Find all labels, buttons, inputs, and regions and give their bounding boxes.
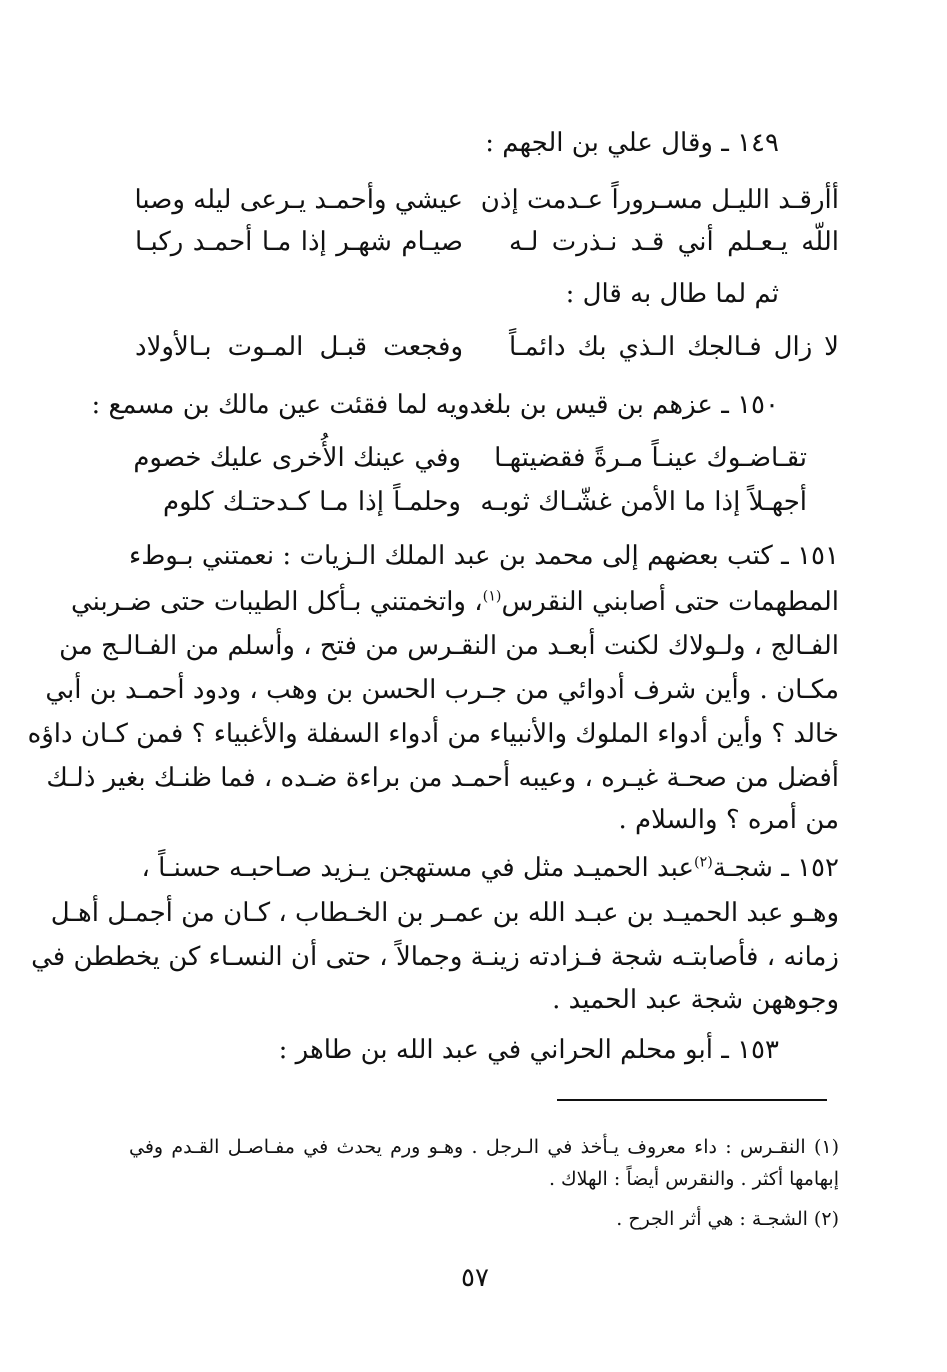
page-number: ٥٧ (461, 1263, 489, 1293)
footnote-1-line-1: (١) النقـرس : داء معروف يـأخذ في الـرجل . وهـو ورم يحدث في مفـاصـل القـدم وفي (129, 1136, 839, 1158)
entry-151-line-2-text: المطهمات حتى أصابني النقرس (501, 587, 839, 617)
entry-151-line-2b: ، واتخمتني بـأكل الطيبات حتى ضـربني (70, 587, 483, 617)
verse-149-2-second: صيـام شهـر إذا مـا أحمـد ركبـا (135, 227, 463, 257)
entry-152-line-3: زمانه ، فأصابتـه شجة فـزادته زينـة وجمالاً ، حتى أن النسـاء كن يخططن في (31, 942, 839, 972)
footnote-2: (٢) الشجـة : هي أثر الجرح . (616, 1208, 839, 1230)
entry-151-line-4: مكـان . وأين شرف أدوائي من جـرب الحسن بن وهب ، ودود أحمـد بن أبي (45, 675, 839, 705)
verse-150-1-first: تقـاضـوك عينـاً مـرةً فقضيتهـا (494, 443, 807, 473)
entry-152-line-1 (141, 848, 839, 888)
entry-151-line-6: أفضل من صحـة غيـره ، وعيبه أحمـد من براءة ضـده ، فما ظنـك بغير ذلـك (46, 763, 839, 793)
verse-149-2-first: اللّه يـعـلم أني قـد نـذرت لـه (509, 227, 839, 257)
entry-153-heading: ١٥٣ ـ أبو محلم الحراني في عبد الله بن طاهر : (278, 1035, 779, 1065)
entry-151-line-2 (70, 582, 839, 622)
verse-149-1-second: عيشي وأحمـد يـرعى ليله وصبا (134, 185, 463, 215)
footnote-ref-2: (٢) (693, 854, 713, 871)
entry-152-line-1-text: ١٥٢ ـ شجـة (712, 853, 839, 883)
entry-152-line-2: وهـو عبد الحميـد بن عبـد الله بن عمـر بن الخـطاب ، كـان من أجمـل أهـل (50, 898, 839, 928)
entry-152-line-1a (694, 848, 839, 888)
entry-151-line-7: من أمره ؟ والسلام . (618, 805, 839, 835)
verse-149-1-first: أأرقـد الليـل مسـروراً عـدمت إذن (480, 185, 839, 215)
entry-151-line-3: الفـالج ، ولـولاك لكنت أبعـد من النقـرس من فتح ، وأسلم من الفـالـج من (59, 631, 839, 661)
verse-150-2-second: وحلمـاً إذا مـا كـدحتـك كلوم (163, 487, 461, 517)
entry-152-line-1b: عبد الحميـد مثل في مستهجن يـزيد صـاحبـه حسنـاً ، (141, 853, 694, 883)
verse-149-3-second: وفجعت قبـل المـوت بـالأولاد (135, 332, 463, 362)
entry-151-line-1: ١٥١ ـ كتب بعضهم إلى محمد بن عبد الملك الـزيات : نعمتني بـوطء (129, 541, 839, 571)
verse-149-3-first: لا زال فـالجك الـذي بك دائمـاً (509, 332, 839, 362)
entry-149-interlude: ثم لما طال به قال : (565, 279, 779, 309)
entry-151-line-2a (483, 582, 839, 622)
entry-150-heading: ١٥٠ ـ عزهم بن قيس بن بلغدويه لما فقئت عين مالك بن مسمع : (91, 390, 779, 420)
entry-149-heading: ١٤٩ ـ وقال علي بن الجهم : (485, 128, 779, 158)
entry-152-line-4: وجوههن شجة عبد الحميد . (552, 985, 839, 1015)
entry-151-line-5: خالد ؟ وأين أدواء الملوك والأنبياء من أدواء السفلة والأغبياء ؟ فمن كـان داؤه (27, 719, 839, 749)
footnote-ref-1: (١) (482, 588, 502, 605)
footnote-1-line-2: إبهامها أكثر . والنقرس أيضاً : الهلاك . (548, 1168, 839, 1190)
verse-150-2-first: أجهـلاً إذا ما الأمن غشّـاك ثوبـه (480, 487, 807, 517)
footnote-divider (557, 1099, 827, 1101)
verse-150-1-second: وفي عينك الأُخرى عليك خصوم (133, 443, 461, 473)
